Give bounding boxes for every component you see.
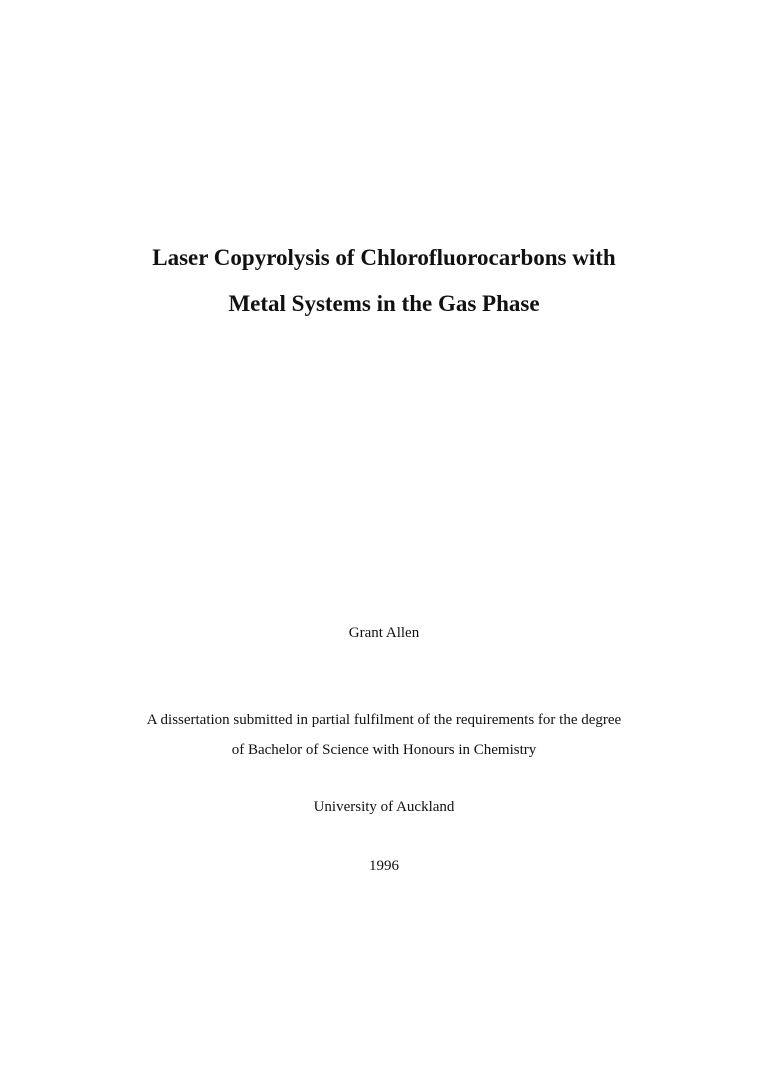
publication-year: 1996 xyxy=(369,858,399,874)
author-name: Grant Allen xyxy=(348,625,420,641)
degree-statement-line-1: A dissertation submitted in partial fulfilment of the requirements for the degree xyxy=(146,712,622,728)
title-line-2: Metal Systems in the Gas Phase xyxy=(228,291,540,316)
institution-name: University of Auckland xyxy=(313,799,455,815)
degree-statement-line-2: of Bachelor of Science with Honours in Chemistry xyxy=(231,742,537,758)
title-line-1: Laser Copyrolysis of Chlorofluorocarbons with xyxy=(152,245,616,270)
